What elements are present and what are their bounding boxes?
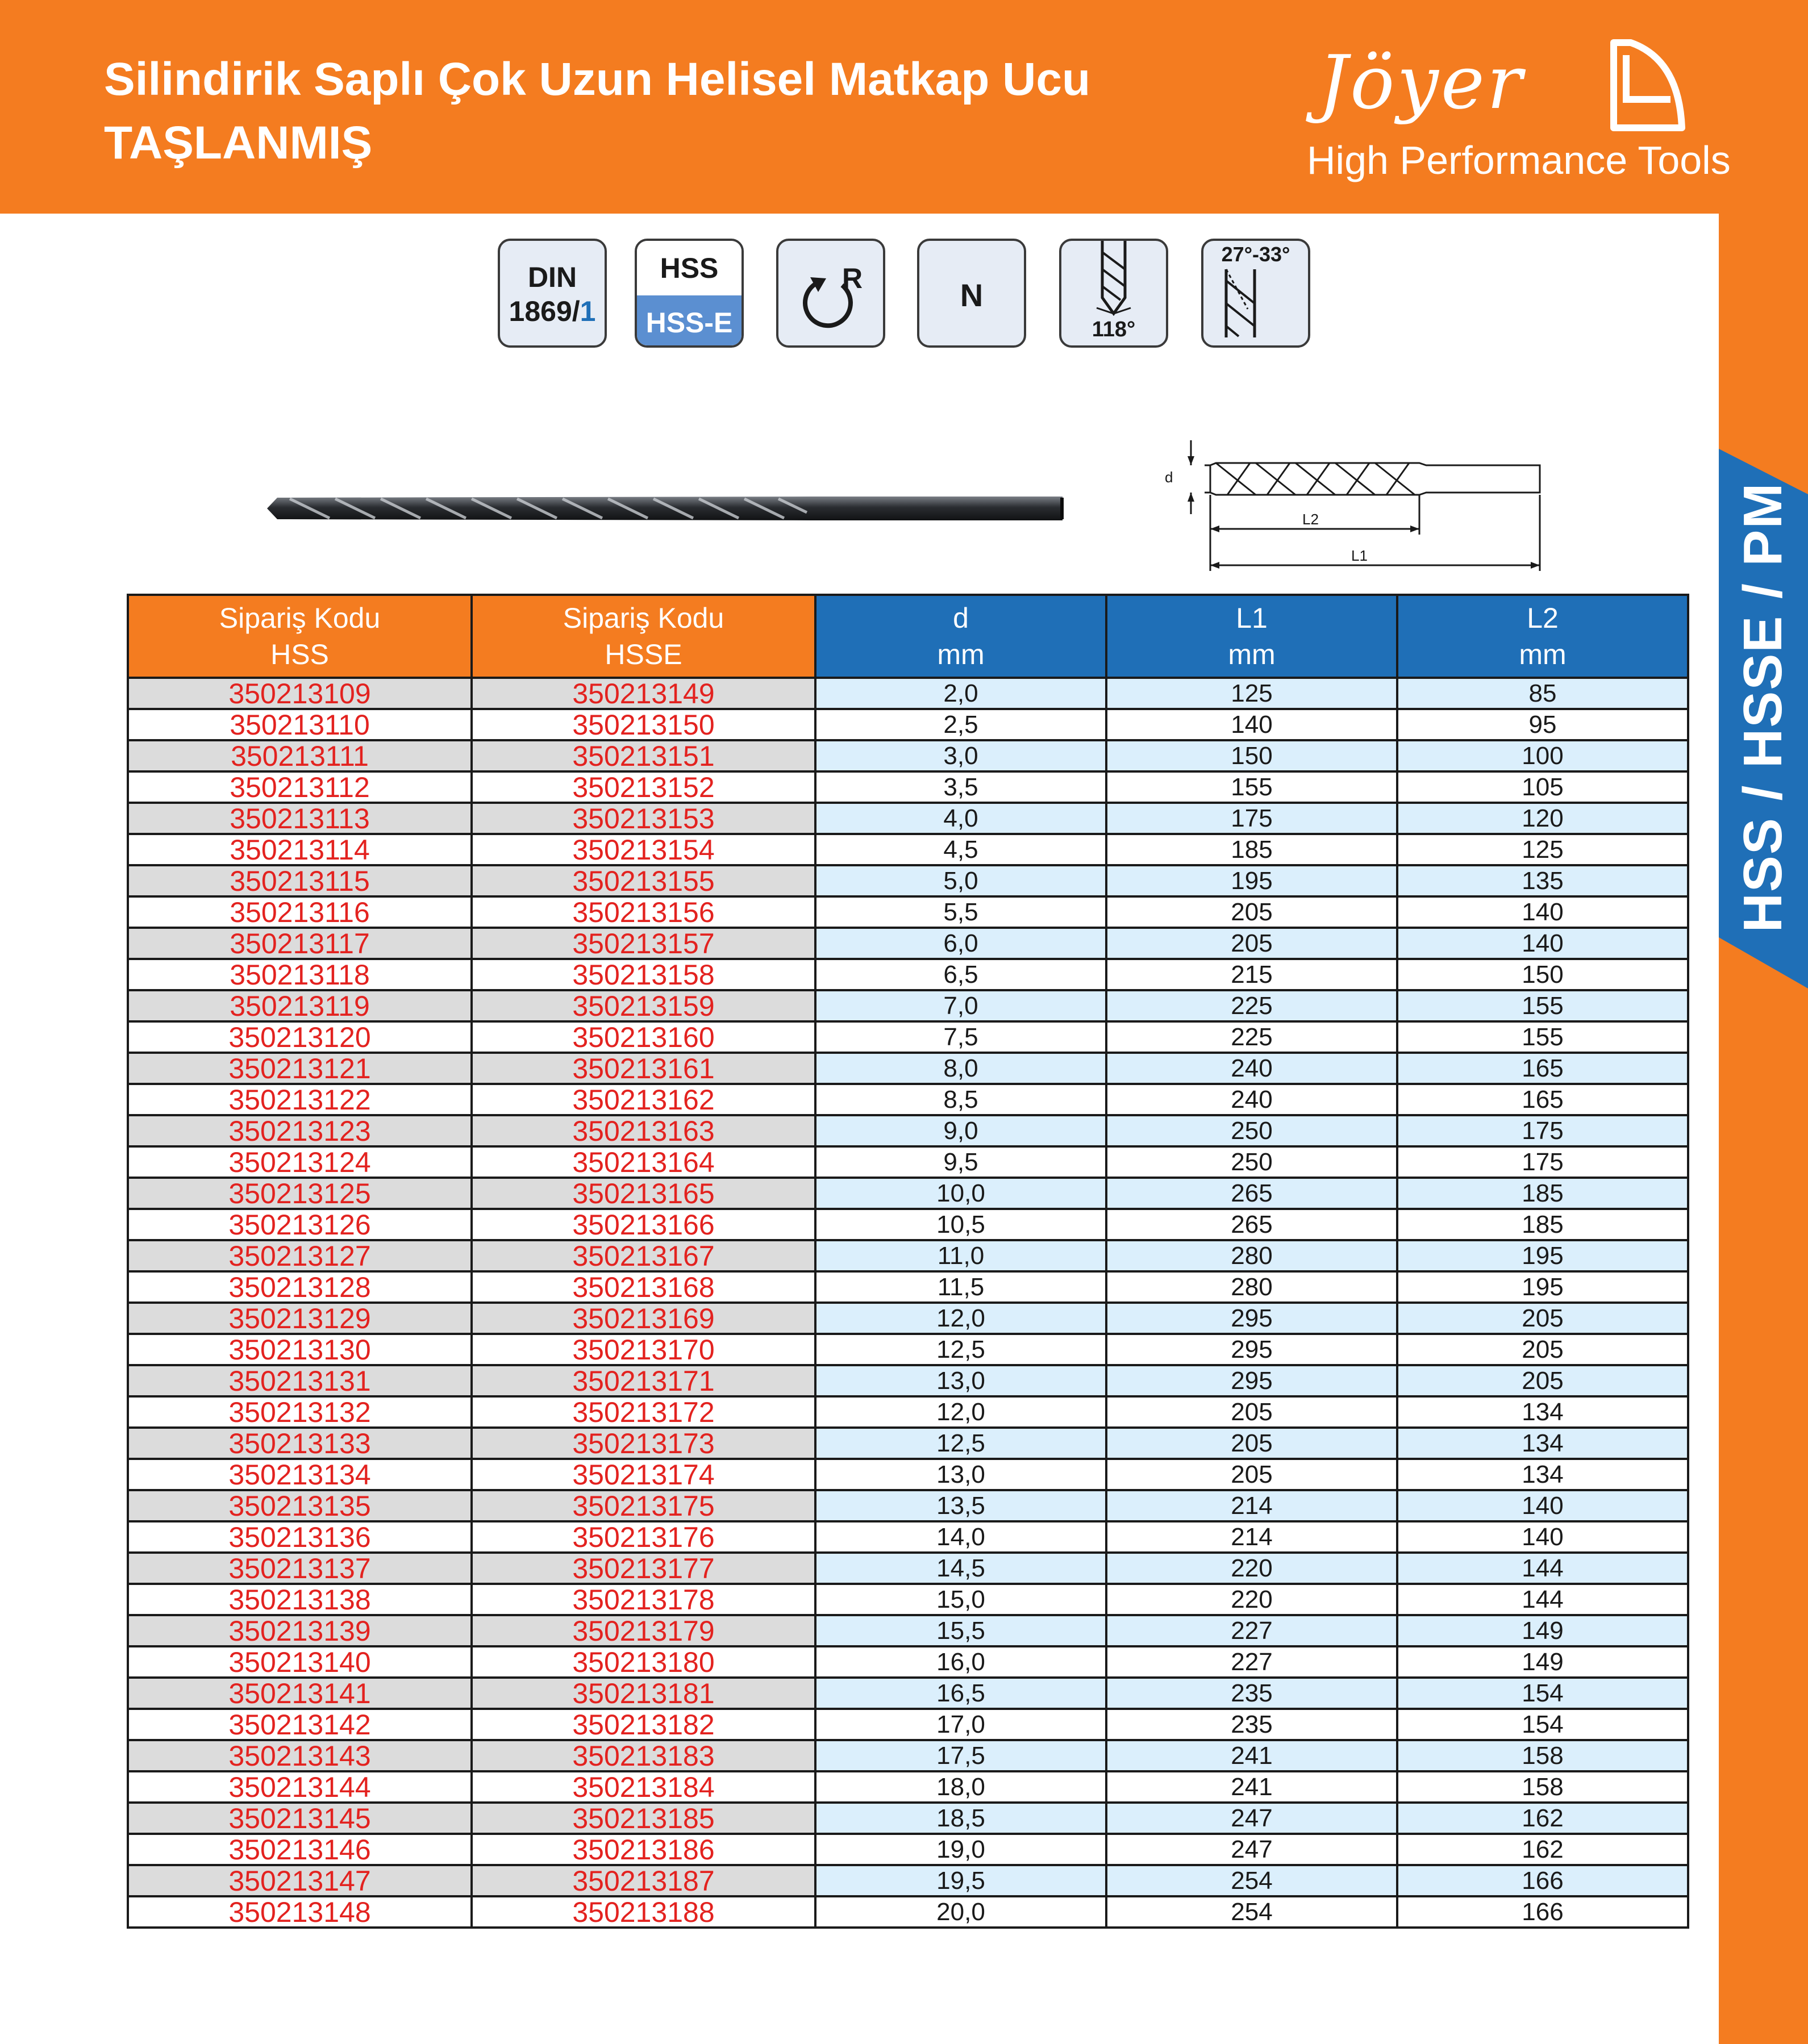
cell-diameter: 4,0 bbox=[815, 803, 1106, 834]
cell-diameter: 7,0 bbox=[815, 990, 1106, 1021]
table-header-row bbox=[128, 595, 1688, 678]
table-row bbox=[128, 1334, 1688, 1365]
cell-total-length: 205 bbox=[1106, 896, 1397, 928]
cell-code-hsse: 350213184 bbox=[472, 1771, 815, 1803]
material-badge bbox=[635, 239, 744, 348]
dimension-drawing bbox=[1153, 429, 1563, 582]
cell-code-hsse: 350213180 bbox=[472, 1646, 815, 1678]
header-total-length: L1 mm bbox=[1106, 595, 1397, 678]
cell-code-hss: 350213129 bbox=[128, 1303, 472, 1334]
cell-total-length: 280 bbox=[1106, 1240, 1397, 1271]
cell-code-hsse: 350213188 bbox=[472, 1896, 815, 1928]
table-row bbox=[128, 990, 1688, 1021]
cell-flute-length: 140 bbox=[1397, 1490, 1688, 1521]
rotation-label: R bbox=[842, 262, 863, 294]
header-flute-length: L2 mm bbox=[1397, 595, 1688, 678]
cell-flute-length: 166 bbox=[1397, 1865, 1688, 1896]
cell-diameter: 18,0 bbox=[815, 1771, 1106, 1803]
table-row bbox=[128, 865, 1688, 896]
cell-code-hss: 350213146 bbox=[128, 1834, 472, 1865]
cell-flute-length: 195 bbox=[1397, 1271, 1688, 1303]
cell-flute-length: 140 bbox=[1397, 1521, 1688, 1553]
header-code-hss: Sipariş Kodu HSS bbox=[128, 595, 472, 678]
dim-d-label: d bbox=[1165, 469, 1173, 486]
cell-code-hss: 350213123 bbox=[128, 1115, 472, 1146]
cell-code-hsse: 350213158 bbox=[472, 959, 815, 990]
point-angle-badge bbox=[1059, 239, 1168, 348]
cell-code-hsse: 350213181 bbox=[472, 1678, 815, 1709]
material-hss: HSS bbox=[637, 241, 741, 295]
cell-code-hsse: 350213168 bbox=[472, 1271, 815, 1303]
cell-flute-length: 134 bbox=[1397, 1396, 1688, 1428]
table-row bbox=[128, 1834, 1688, 1865]
cell-diameter: 12,5 bbox=[815, 1428, 1106, 1459]
cell-code-hsse: 350213164 bbox=[472, 1146, 815, 1178]
brand-tagline: High Performance Tools bbox=[1307, 138, 1731, 182]
helix-angle-badge bbox=[1201, 239, 1310, 348]
helix-icon bbox=[1203, 241, 1308, 345]
header-banner bbox=[0, 0, 1808, 214]
cell-code-hsse: 350213185 bbox=[472, 1803, 815, 1834]
cell-flute-length: 205 bbox=[1397, 1365, 1688, 1396]
cell-code-hss: 350213139 bbox=[128, 1615, 472, 1646]
din-standard-badge bbox=[498, 239, 607, 348]
cell-total-length: 247 bbox=[1106, 1834, 1397, 1865]
cell-flute-length: 135 bbox=[1397, 865, 1688, 896]
cell-flute-length: 85 bbox=[1397, 678, 1688, 709]
cell-total-length: 241 bbox=[1106, 1740, 1397, 1771]
table-row bbox=[128, 1178, 1688, 1209]
cell-code-hss: 350213140 bbox=[128, 1646, 472, 1678]
cell-total-length: 250 bbox=[1106, 1146, 1397, 1178]
cell-total-length: 280 bbox=[1106, 1271, 1397, 1303]
cell-total-length: 235 bbox=[1106, 1678, 1397, 1709]
cell-diameter: 7,5 bbox=[815, 1021, 1106, 1053]
cell-diameter: 12,0 bbox=[815, 1303, 1106, 1334]
cell-code-hsse: 350213166 bbox=[472, 1209, 815, 1240]
rotation-badge bbox=[776, 239, 885, 348]
table-row bbox=[128, 803, 1688, 834]
table-row bbox=[128, 1678, 1688, 1709]
cell-diameter: 13,5 bbox=[815, 1490, 1106, 1521]
table-row bbox=[128, 1803, 1688, 1834]
table-row bbox=[128, 1490, 1688, 1521]
cell-diameter: 9,0 bbox=[815, 1115, 1106, 1146]
table-row bbox=[128, 1521, 1688, 1553]
cell-code-hss: 350213122 bbox=[128, 1084, 472, 1115]
cell-flute-length: 150 bbox=[1397, 959, 1688, 990]
table-row bbox=[128, 1553, 1688, 1584]
cell-total-length: 125 bbox=[1106, 678, 1397, 709]
cell-flute-length: 140 bbox=[1397, 928, 1688, 959]
cell-flute-length: 162 bbox=[1397, 1834, 1688, 1865]
table-row bbox=[128, 709, 1688, 740]
cell-code-hss: 350213112 bbox=[128, 771, 472, 803]
cell-flute-length: 165 bbox=[1397, 1084, 1688, 1115]
cell-diameter: 5,5 bbox=[815, 896, 1106, 928]
cell-diameter: 3,5 bbox=[815, 771, 1106, 803]
cell-total-length: 214 bbox=[1106, 1490, 1397, 1521]
cell-code-hss: 350213117 bbox=[128, 928, 472, 959]
cell-code-hss: 350213128 bbox=[128, 1271, 472, 1303]
cell-code-hss: 350213132 bbox=[128, 1396, 472, 1428]
cell-code-hsse: 350213172 bbox=[472, 1396, 815, 1428]
cell-flute-length: 154 bbox=[1397, 1678, 1688, 1709]
cell-flute-length: 100 bbox=[1397, 740, 1688, 771]
cell-flute-length: 144 bbox=[1397, 1553, 1688, 1584]
cell-code-hss: 350213130 bbox=[128, 1334, 472, 1365]
cell-total-length: 295 bbox=[1106, 1334, 1397, 1365]
cell-code-hss: 350213115 bbox=[128, 865, 472, 896]
cell-code-hsse: 350213152 bbox=[472, 771, 815, 803]
cell-code-hsse: 350213186 bbox=[472, 1834, 815, 1865]
table-row bbox=[128, 1584, 1688, 1615]
cell-total-length: 265 bbox=[1106, 1209, 1397, 1240]
material-hsse: HSS-E bbox=[637, 295, 741, 348]
cell-diameter: 8,5 bbox=[815, 1084, 1106, 1115]
cell-total-length: 265 bbox=[1106, 1178, 1397, 1209]
table-row bbox=[128, 1240, 1688, 1271]
table-row bbox=[128, 1740, 1688, 1771]
cell-code-hsse: 350213176 bbox=[472, 1521, 815, 1553]
cell-code-hsse: 350213153 bbox=[472, 803, 815, 834]
cell-total-length: 227 bbox=[1106, 1615, 1397, 1646]
cell-code-hss: 350213125 bbox=[128, 1178, 472, 1209]
cell-total-length: 205 bbox=[1106, 1428, 1397, 1459]
cell-total-length: 220 bbox=[1106, 1584, 1397, 1615]
cell-diameter: 6,5 bbox=[815, 959, 1106, 990]
brand-logo-text: Jöyer bbox=[1318, 39, 1524, 126]
cell-diameter: 12,5 bbox=[815, 1334, 1106, 1365]
cell-diameter: 16,0 bbox=[815, 1646, 1106, 1678]
cell-diameter: 8,0 bbox=[815, 1053, 1106, 1084]
cell-code-hsse: 350213169 bbox=[472, 1303, 815, 1334]
cell-code-hss: 350213148 bbox=[128, 1896, 472, 1928]
cell-code-hsse: 350213171 bbox=[472, 1365, 815, 1396]
cell-diameter: 13,0 bbox=[815, 1365, 1106, 1396]
cell-code-hsse: 350213159 bbox=[472, 990, 815, 1021]
cell-flute-length: 105 bbox=[1397, 771, 1688, 803]
cell-code-hss: 350213116 bbox=[128, 896, 472, 928]
cell-code-hsse: 350213167 bbox=[472, 1240, 815, 1271]
dim-l2-label: L2 bbox=[1302, 511, 1319, 528]
cell-diameter: 18,5 bbox=[815, 1803, 1106, 1834]
header-code-hsse: Sipariş Kodu HSSE bbox=[472, 595, 815, 678]
cell-diameter: 19,5 bbox=[815, 1865, 1106, 1896]
drill-illustration bbox=[267, 489, 1085, 528]
cell-flute-length: 120 bbox=[1397, 803, 1688, 834]
cell-flute-length: 149 bbox=[1397, 1615, 1688, 1646]
cell-code-hss: 350213126 bbox=[128, 1209, 472, 1240]
cell-code-hsse: 350213163 bbox=[472, 1115, 815, 1146]
cell-total-length: 254 bbox=[1106, 1896, 1397, 1928]
brand-logo-icon bbox=[1608, 37, 1688, 134]
cell-code-hss: 350213136 bbox=[128, 1521, 472, 1553]
cell-code-hss: 350213121 bbox=[128, 1053, 472, 1084]
cell-code-hsse: 350213151 bbox=[472, 740, 815, 771]
table-row bbox=[128, 1365, 1688, 1396]
cell-total-length: 185 bbox=[1106, 834, 1397, 865]
cell-diameter: 14,0 bbox=[815, 1521, 1106, 1553]
spec-table bbox=[127, 594, 1689, 1929]
cell-diameter: 19,0 bbox=[815, 1834, 1106, 1865]
table-row bbox=[128, 1615, 1688, 1646]
cell-code-hss: 350213114 bbox=[128, 834, 472, 865]
cell-total-length: 254 bbox=[1106, 1865, 1397, 1896]
cell-total-length: 195 bbox=[1106, 865, 1397, 896]
type-label: N bbox=[960, 277, 984, 313]
table-row bbox=[128, 1646, 1688, 1678]
cell-code-hss: 350213119 bbox=[128, 990, 472, 1021]
table-row bbox=[128, 1146, 1688, 1178]
cell-diameter: 2,5 bbox=[815, 709, 1106, 740]
cell-flute-length: 134 bbox=[1397, 1428, 1688, 1459]
cell-total-length: 175 bbox=[1106, 803, 1397, 834]
cell-code-hsse: 350213177 bbox=[472, 1553, 815, 1584]
cell-code-hsse: 350213179 bbox=[472, 1615, 815, 1646]
table-row bbox=[128, 1771, 1688, 1803]
cell-code-hsse: 350213162 bbox=[472, 1084, 815, 1115]
cell-flute-length: 162 bbox=[1397, 1803, 1688, 1834]
cell-diameter: 9,5 bbox=[815, 1146, 1106, 1178]
table-row bbox=[128, 678, 1688, 709]
cell-code-hsse: 350213149 bbox=[472, 678, 815, 709]
cell-flute-length: 158 bbox=[1397, 1771, 1688, 1803]
cell-diameter: 17,0 bbox=[815, 1709, 1106, 1740]
table-row bbox=[128, 740, 1688, 771]
rotation-arrow-icon bbox=[778, 241, 883, 345]
cell-code-hsse: 350213165 bbox=[472, 1178, 815, 1209]
cell-flute-length: 205 bbox=[1397, 1334, 1688, 1365]
page-title: Silindirik Saplı Çok Uzun Helisel Matkap Ucu bbox=[104, 53, 1091, 105]
table-row bbox=[128, 1396, 1688, 1428]
cell-code-hss: 350213145 bbox=[128, 1803, 472, 1834]
cell-diameter: 4,5 bbox=[815, 834, 1106, 865]
cell-code-hsse: 350213173 bbox=[472, 1428, 815, 1459]
cell-total-length: 215 bbox=[1106, 959, 1397, 990]
cell-total-length: 295 bbox=[1106, 1365, 1397, 1396]
cell-diameter: 13,0 bbox=[815, 1459, 1106, 1490]
dim-l1-label: L1 bbox=[1351, 547, 1368, 564]
cell-code-hsse: 350213156 bbox=[472, 896, 815, 928]
cell-code-hss: 350213147 bbox=[128, 1865, 472, 1896]
cell-flute-length: 140 bbox=[1397, 896, 1688, 928]
cell-total-length: 295 bbox=[1106, 1303, 1397, 1334]
cell-code-hsse: 350213160 bbox=[472, 1021, 815, 1053]
cell-flute-length: 166 bbox=[1397, 1896, 1688, 1928]
cell-code-hsse: 350213154 bbox=[472, 834, 815, 865]
cell-code-hsse: 350213175 bbox=[472, 1490, 815, 1521]
cell-flute-length: 185 bbox=[1397, 1178, 1688, 1209]
cell-total-length: 225 bbox=[1106, 1021, 1397, 1053]
table-row bbox=[128, 1459, 1688, 1490]
cell-code-hsse: 350213187 bbox=[472, 1865, 815, 1896]
cell-flute-length: 158 bbox=[1397, 1740, 1688, 1771]
cell-diameter: 20,0 bbox=[815, 1896, 1106, 1928]
cell-total-length: 220 bbox=[1106, 1553, 1397, 1584]
cell-flute-length: 175 bbox=[1397, 1146, 1688, 1178]
cell-flute-length: 205 bbox=[1397, 1303, 1688, 1334]
cell-total-length: 235 bbox=[1106, 1709, 1397, 1740]
cell-code-hsse: 350213178 bbox=[472, 1584, 815, 1615]
cell-code-hss: 350213138 bbox=[128, 1584, 472, 1615]
cell-flute-length: 125 bbox=[1397, 834, 1688, 865]
type-badge bbox=[917, 239, 1026, 348]
cell-code-hsse: 350213182 bbox=[472, 1709, 815, 1740]
cell-code-hss: 350213110 bbox=[128, 709, 472, 740]
cell-flute-length: 175 bbox=[1397, 1115, 1688, 1146]
cell-flute-length: 185 bbox=[1397, 1209, 1688, 1240]
cell-flute-length: 154 bbox=[1397, 1709, 1688, 1740]
cell-diameter: 3,0 bbox=[815, 740, 1106, 771]
cell-code-hss: 350213143 bbox=[128, 1740, 472, 1771]
cell-total-length: 240 bbox=[1106, 1084, 1397, 1115]
cell-code-hsse: 350213157 bbox=[472, 928, 815, 959]
cell-total-length: 205 bbox=[1106, 1459, 1397, 1490]
cell-code-hss: 350213109 bbox=[128, 678, 472, 709]
cell-diameter: 17,5 bbox=[815, 1740, 1106, 1771]
table-row bbox=[128, 1428, 1688, 1459]
cell-total-length: 205 bbox=[1106, 1396, 1397, 1428]
cell-diameter: 11,0 bbox=[815, 1240, 1106, 1271]
cell-flute-length: 149 bbox=[1397, 1646, 1688, 1678]
cell-code-hss: 350213135 bbox=[128, 1490, 472, 1521]
cell-flute-length: 195 bbox=[1397, 1240, 1688, 1271]
cell-total-length: 214 bbox=[1106, 1521, 1397, 1553]
table-row bbox=[128, 1303, 1688, 1334]
cell-code-hss: 350213131 bbox=[128, 1365, 472, 1396]
cell-flute-length: 95 bbox=[1397, 709, 1688, 740]
cell-code-hss: 350213120 bbox=[128, 1021, 472, 1053]
din-label: DIN bbox=[527, 261, 577, 293]
cell-diameter: 6,0 bbox=[815, 928, 1106, 959]
cell-code-hss: 350213137 bbox=[128, 1553, 472, 1584]
cell-code-hss: 350213127 bbox=[128, 1240, 472, 1271]
cell-flute-length: 134 bbox=[1397, 1459, 1688, 1490]
table-row bbox=[128, 1271, 1688, 1303]
cell-flute-length: 155 bbox=[1397, 990, 1688, 1021]
table-row bbox=[128, 959, 1688, 990]
cell-diameter: 16,5 bbox=[815, 1678, 1106, 1709]
table-row bbox=[128, 834, 1688, 865]
cell-code-hss: 350213133 bbox=[128, 1428, 472, 1459]
cell-code-hss: 350213124 bbox=[128, 1146, 472, 1178]
cell-code-hsse: 350213170 bbox=[472, 1334, 815, 1365]
cell-code-hss: 350213111 bbox=[128, 740, 472, 771]
cell-diameter: 15,0 bbox=[815, 1584, 1106, 1615]
cell-flute-length: 165 bbox=[1397, 1053, 1688, 1084]
cell-code-hsse: 350213174 bbox=[472, 1459, 815, 1490]
cell-total-length: 205 bbox=[1106, 928, 1397, 959]
table-row bbox=[128, 1709, 1688, 1740]
cell-diameter: 5,0 bbox=[815, 865, 1106, 896]
cell-total-length: 250 bbox=[1106, 1115, 1397, 1146]
cell-total-length: 140 bbox=[1106, 709, 1397, 740]
cell-total-length: 227 bbox=[1106, 1646, 1397, 1678]
table-row bbox=[128, 1115, 1688, 1146]
table-row bbox=[128, 1053, 1688, 1084]
table-row bbox=[128, 1865, 1688, 1896]
cell-diameter: 11,5 bbox=[815, 1271, 1106, 1303]
cell-total-length: 247 bbox=[1106, 1803, 1397, 1834]
cell-diameter: 14,5 bbox=[815, 1553, 1106, 1584]
table-row bbox=[128, 928, 1688, 959]
table-row bbox=[128, 1021, 1688, 1053]
cell-total-length: 225 bbox=[1106, 990, 1397, 1021]
cell-code-hsse: 350213161 bbox=[472, 1053, 815, 1084]
cell-diameter: 12,0 bbox=[815, 1396, 1106, 1428]
page-subtitle: TAŞLANMIŞ bbox=[104, 117, 373, 169]
cell-flute-length: 144 bbox=[1397, 1584, 1688, 1615]
cell-total-length: 240 bbox=[1106, 1053, 1397, 1084]
header-diameter: d mm bbox=[815, 595, 1106, 678]
table-row bbox=[128, 771, 1688, 803]
point-angle-label: 118° bbox=[1092, 318, 1136, 341]
table-row bbox=[128, 1084, 1688, 1115]
cell-diameter: 10,0 bbox=[815, 1178, 1106, 1209]
cell-code-hss: 350213144 bbox=[128, 1771, 472, 1803]
cell-code-hss: 350213134 bbox=[128, 1459, 472, 1490]
cell-flute-length: 155 bbox=[1397, 1021, 1688, 1053]
cell-code-hss: 350213118 bbox=[128, 959, 472, 990]
cell-code-hss: 350213142 bbox=[128, 1709, 472, 1740]
table-row bbox=[128, 1896, 1688, 1928]
cell-code-hsse: 350213155 bbox=[472, 865, 815, 896]
din-part: 1 bbox=[580, 295, 596, 327]
din-number: 1869/ bbox=[509, 295, 580, 327]
cell-diameter: 2,0 bbox=[815, 678, 1106, 709]
helix-angle-label: 27°-33° bbox=[1221, 243, 1290, 266]
cell-code-hss: 350213141 bbox=[128, 1678, 472, 1709]
table-row bbox=[128, 1209, 1688, 1240]
cell-total-length: 150 bbox=[1106, 740, 1397, 771]
cell-total-length: 241 bbox=[1106, 1771, 1397, 1803]
cell-diameter: 10,5 bbox=[815, 1209, 1106, 1240]
table-row bbox=[128, 896, 1688, 928]
cell-code-hsse: 350213150 bbox=[472, 709, 815, 740]
cell-total-length: 155 bbox=[1106, 771, 1397, 803]
cell-code-hsse: 350213183 bbox=[472, 1740, 815, 1771]
sidebar-label: HSS / HSSE / PM bbox=[1732, 482, 1793, 933]
cell-code-hss: 350213113 bbox=[128, 803, 472, 834]
cell-diameter: 15,5 bbox=[815, 1615, 1106, 1646]
